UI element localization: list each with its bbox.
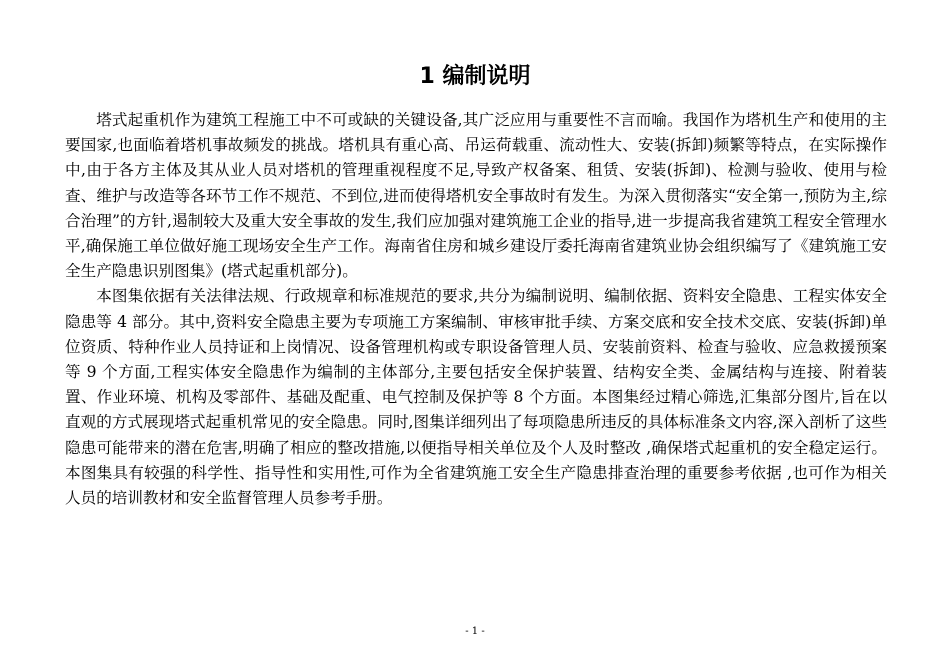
- page-number: - 1 -: [465, 626, 485, 637]
- page-title: 1 编制说明: [419, 64, 531, 89]
- paragraph-intro: 塔式起重机作为建筑工程施工中不可或缺的关键设备,其广泛应用与重要性不言而喻。我国作为塔机生产和使用的主要国家,也面临着塔机事故频发的挑战。塔机具有重心高、吊运荷载重、流动性大、安装(拆卸)频繁等特点，在实际操作中,由于各方主体及其从业人员对塔机的管理重视程度不足,导致产权备案、租赁、安装(拆卸)、检测与验收、使用与检查、维护与改造等各环节工作不规范、不到位,进而使得塔机安全事故时有发生。为深入贯彻落实“安全第一,预防为主,综合治理”的方针,遏制较大及重大安全事故的发生,我们应加强对建筑施工企业的指导,进一步提高我省建筑工程安全管理水平,确保施工单位做好施工现场安全生产工作。海南省住房和城乡建设厅委托海南省建筑业协会组织编写了《建筑施工安全生产隐患识别图集》(塔式起重机部分)。: [65, 111, 887, 281]
- paragraph-structure: 本图集依据有关法律法规、行政规章和标准规范的要求,共分为编制说明、编制依据、资料安全隐患、工程实体安全隐患等 4 部分。其中,资料安全隐患主要为专项施工方案编制、审核审批手续、方案交底和安全技术交底、安装(拆卸)单位资质、特种作业人员持证和上岗情况、设备管理机构或专职设备管理人员、安装前资料、检查与验收、应急救援预案等 9 个方面,工程实体安全隐患作为编制的主体部分,主要包括安全保护装置、结构安全类、金属结构与连接、附着装置、作业环境、机构及零部件、基础及配重、电气控制及保护等 8 个方面。本图集经过精心筛选,汇集部分图片,旨在以直观的方式展现塔式起重机常见的安全隐患。同时,图集详细列出了每项隐患所违反的具体标准条文内容,深入剖析了这些隐患可能带来的潜在危害,明确了相应的整改措施,以便指导相关单位及个人及时整改 ,确保塔式起重机的安全稳定运行。本图集具有较强的科学性、指导性和实用性,可作为全省建筑施工安全生产隐患排查治理的重要参考依据 ,也可作为相关人员的培训教材和安全监督管理人员参考手册。: [65, 287, 887, 508]
- body-text: [65, 108, 887, 511]
